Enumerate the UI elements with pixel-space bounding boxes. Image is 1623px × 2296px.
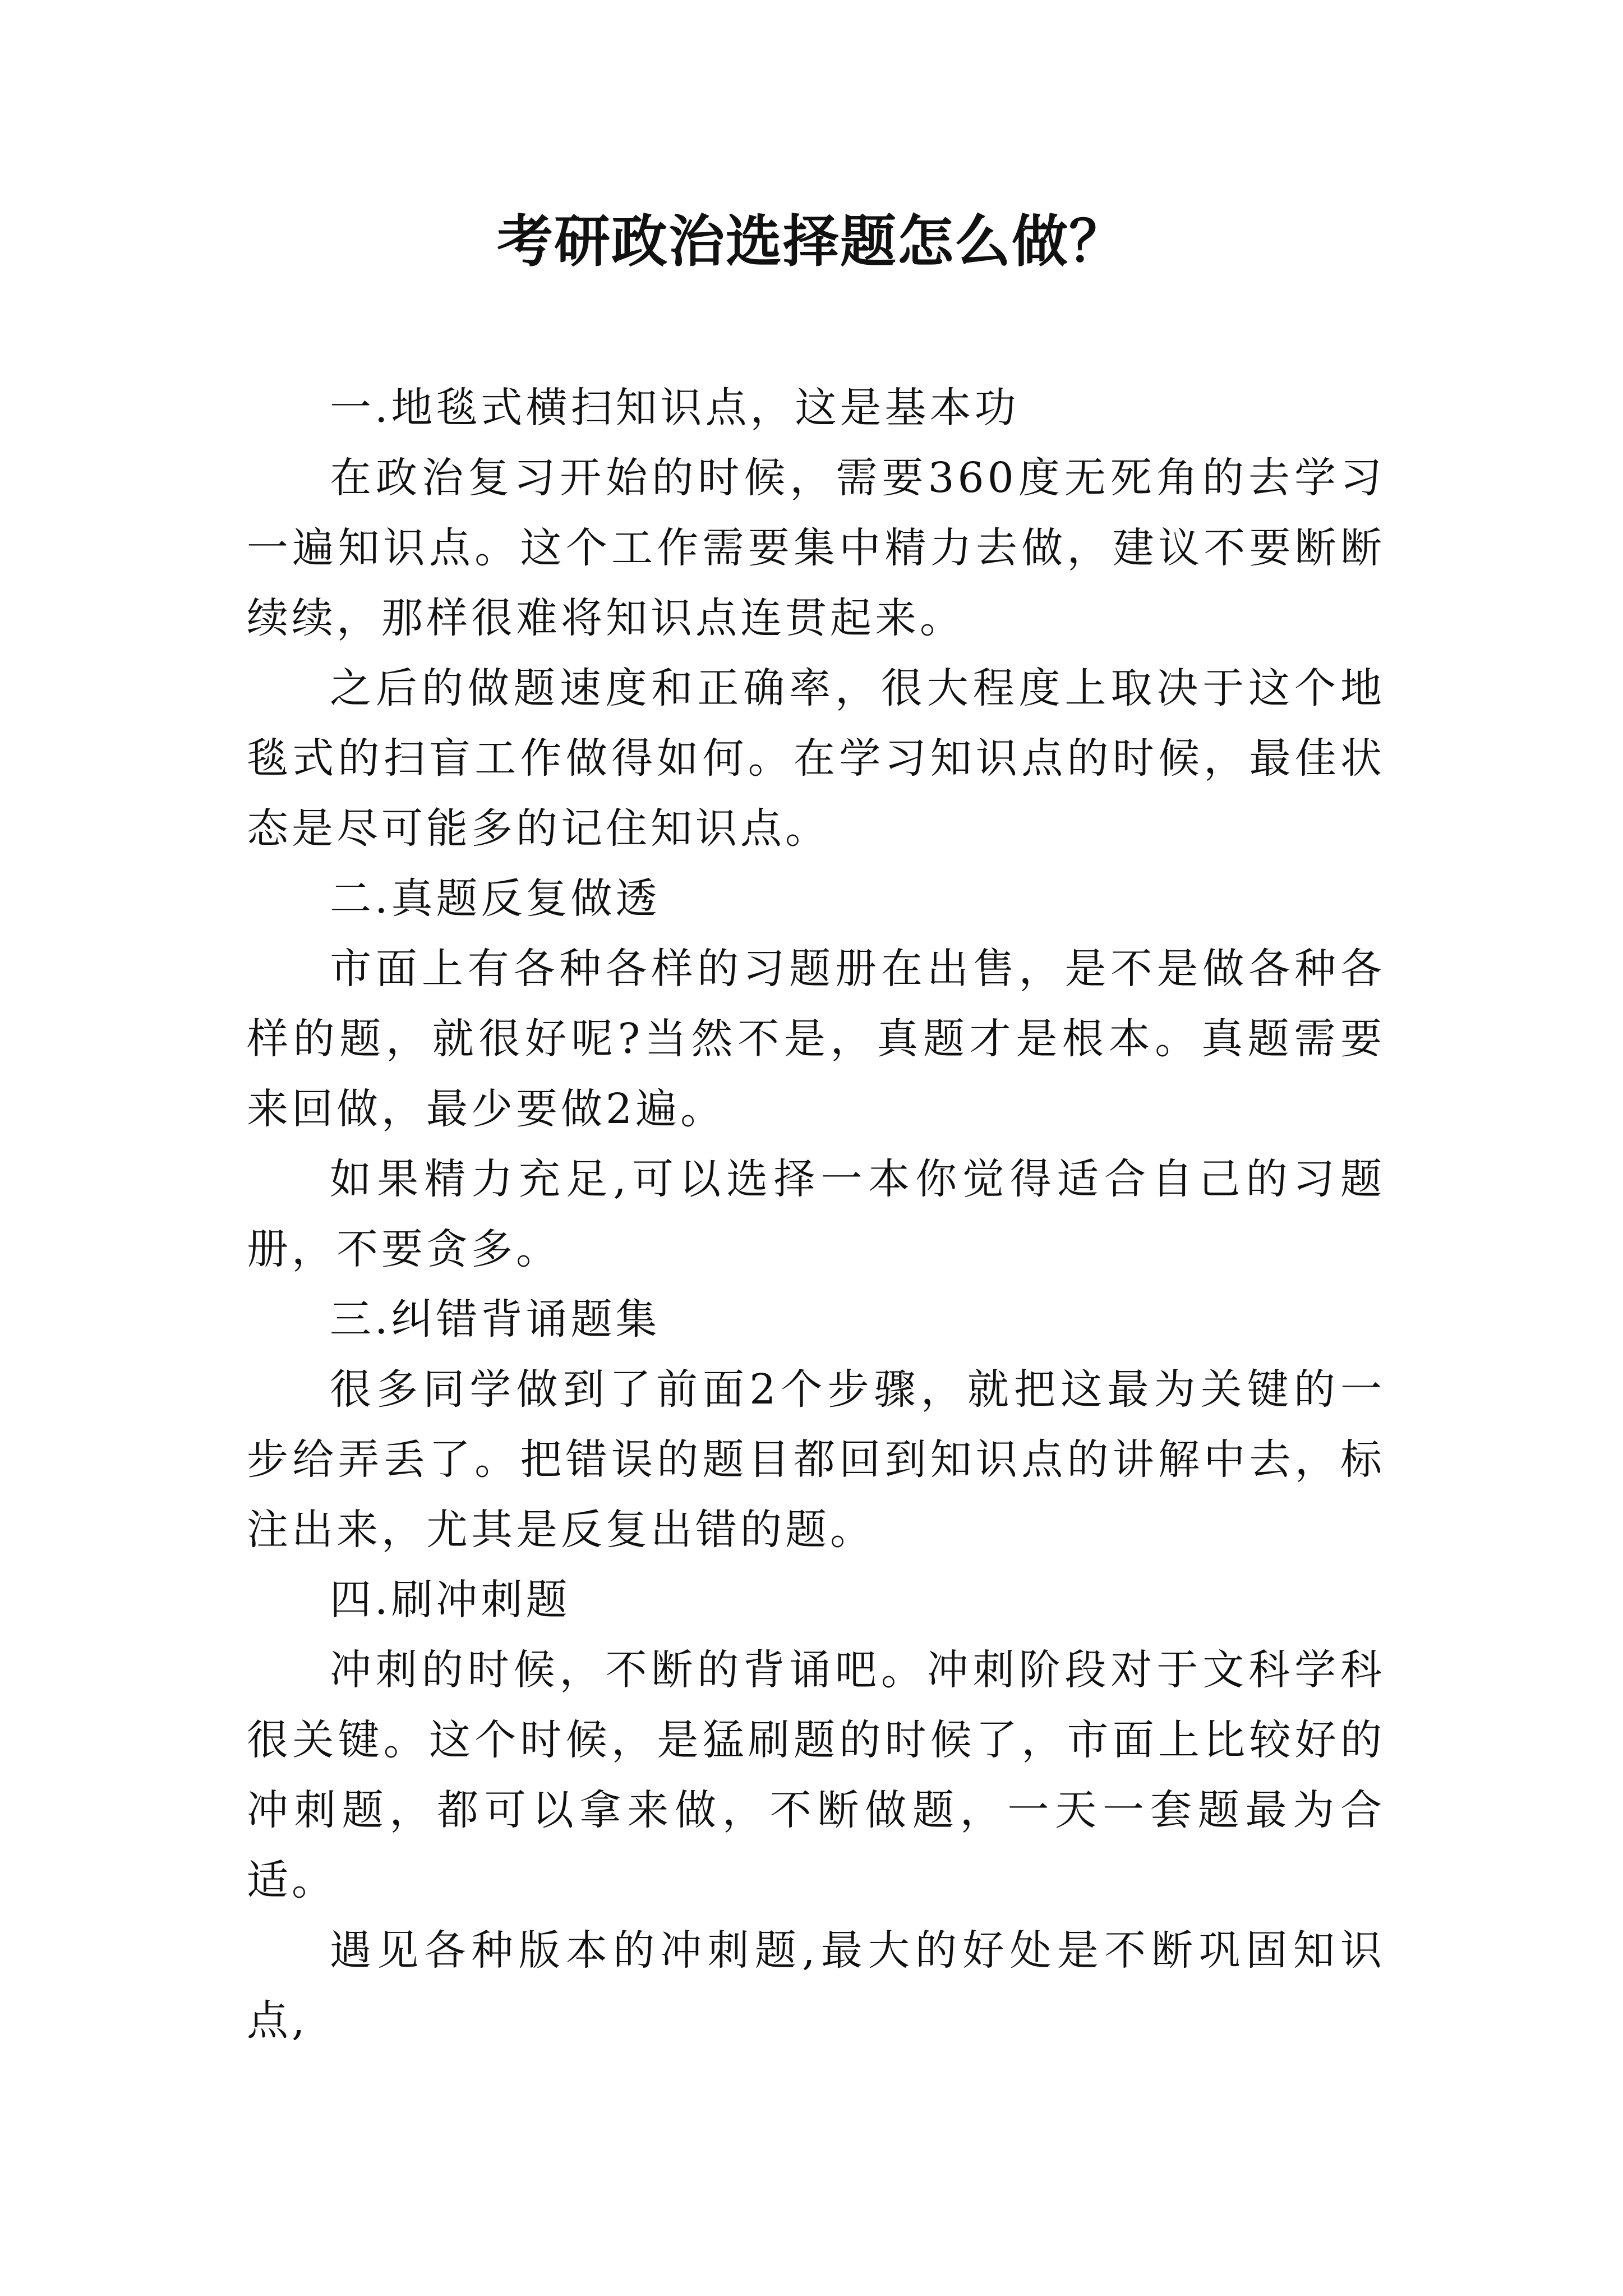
paragraph: 之后的做题速度和正确率，很大程度上取决于这个地毯式的扫盲工作做得如何。在学习知识点的时候，最佳状态是尽可能多的记住知识点。 <box>247 664 1385 853</box>
document-title: 考研政治选择题怎么做？ <box>497 208 1126 274</box>
paragraph: 市面上有各种各样的习题册在出售，是不是做各种各样的题，就很好呢?当然不是，真题才是根本。真题需要来回做，最少要做2遍。 <box>247 945 1385 1133</box>
section-heading-2: 二.真题反复做透 <box>330 875 661 923</box>
paragraph: 遇见各种版本的冲刺题,最大的好处是不断巩固知识点, <box>247 1926 1385 2045</box>
section-heading-3: 三.纠错背诵题集 <box>330 1295 661 1343</box>
paragraph: 如果精力充足,可以选择一本你觉得适合自己的习题册，不要贪多。 <box>247 1155 1385 1273</box>
paragraph: 冲刺的时候，不断的背诵吧。冲刺阶段对于文科学科很关键。这个时候，是猛刷题的时候了，市面上比较好的冲刺题，都可以拿来做，不断做题，一天一套题最为合适。 <box>247 1646 1385 1904</box>
section-heading-4: 四.刷冲刺题 <box>330 1576 571 1624</box>
paragraph: 很多同学做到了前面2个步骤，就把这最为关键的一步给弄丢了。把错误的题目都回到知识点的讲解中去，标注出来，尤其是反复出错的题。 <box>247 1365 1385 1554</box>
document-body <box>247 373 1385 2056</box>
paragraph: 在政治复习开始的时候，需要360度无死角的去学习一遍知识点。这个工作需要集中精力去做，建议不要断断续续，那样很难将知识点连贯起来。 <box>247 454 1385 642</box>
section-heading-1: 一.地毯式横扫知识点，这是基本功 <box>330 384 1020 432</box>
